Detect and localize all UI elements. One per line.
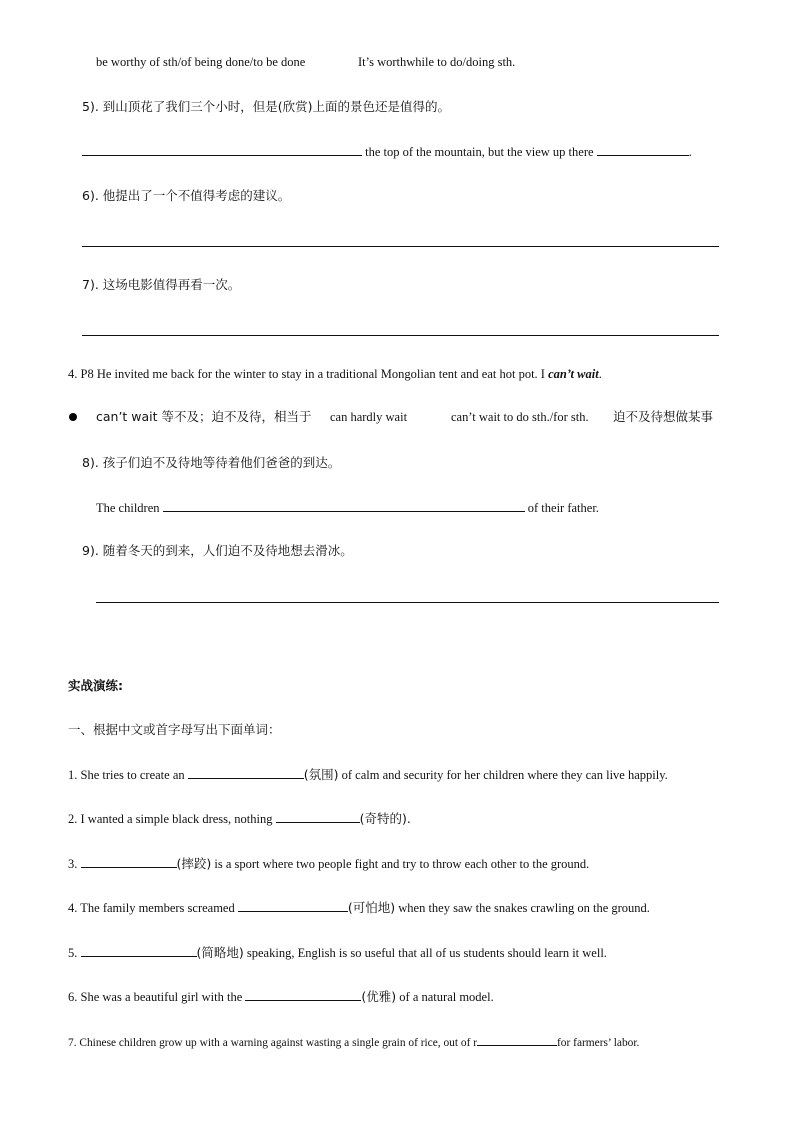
question-9 bbox=[82, 543, 353, 559]
exercise-4 bbox=[68, 899, 650, 916]
answer-line-5 bbox=[82, 143, 692, 160]
exercise-text: 7. Chinese children grow up with a warning against wasting a single grain of rice, out of r bbox=[68, 1037, 478, 1049]
bullet-note-a: can’t wait 等不及；迫不及待，相当于 bbox=[96, 409, 312, 424]
sentence-end: . bbox=[598, 367, 602, 381]
chinese-hint: (奇特的). bbox=[359, 811, 411, 826]
part-title: 一、根据中文或首字母写出下面单词： bbox=[68, 722, 281, 737]
question-number: 6). bbox=[82, 188, 99, 203]
answer-blank[interactable] bbox=[81, 944, 197, 957]
question-chinese: 随着冬天的到来，人们迫不及待地想去滑冰。 bbox=[102, 543, 353, 558]
chinese-hint: (优雅) bbox=[361, 989, 397, 1004]
usage-note-right: It’s worthwhile to do/doing sth. bbox=[358, 55, 516, 69]
exercise-text: is a sport where two people fight and try to throw each other to the ground. bbox=[214, 857, 590, 871]
reference-text: 4. P8 He invited me back for the winter to stay in a traditional Mongolian tent and eat hot pot. I bbox=[68, 367, 549, 381]
exercise-text: 2. I wanted a simple black dress, nothing bbox=[68, 812, 273, 826]
answer-line-9[interactable] bbox=[96, 602, 719, 603]
exercise-3 bbox=[68, 855, 589, 872]
exercise-text: of calm and security for her children where they can live happily. bbox=[341, 768, 668, 782]
question-5 bbox=[82, 99, 450, 115]
chinese-hint: (可怕地) bbox=[347, 900, 396, 915]
question-8 bbox=[82, 455, 340, 471]
exercise-text: speaking, English is so useful that all of us students should learn it well. bbox=[246, 946, 607, 960]
question-7 bbox=[82, 277, 240, 293]
reference-sentence-4 bbox=[68, 366, 602, 382]
answer-line-7[interactable] bbox=[82, 335, 719, 336]
question-number: 8). bbox=[82, 455, 99, 470]
exercise-text: for farmers’ labor. bbox=[557, 1037, 640, 1049]
chinese-hint: (氛围) bbox=[303, 767, 339, 782]
question-chinese: 孩子们迫不及待地等待着他们爸爸的到达。 bbox=[102, 455, 341, 470]
question-chinese: 到山顶花了我们三个小时，但是(欣赏)上面的景色还是值得的。 bbox=[102, 99, 451, 114]
exercise-2 bbox=[68, 810, 411, 827]
chinese-hint: (摔跤) bbox=[176, 856, 212, 871]
answer-blank[interactable] bbox=[238, 899, 348, 912]
exercise-5 bbox=[68, 944, 607, 961]
bullet-note-b: can hardly wait bbox=[330, 410, 408, 424]
answer-line-6[interactable] bbox=[82, 246, 719, 247]
sentence-start: The children bbox=[96, 501, 160, 515]
question-chinese: 这场电影值得再看一次。 bbox=[102, 277, 241, 292]
question-number: 5). bbox=[82, 99, 99, 114]
answer-blank[interactable] bbox=[245, 988, 361, 1001]
exercise-text: of a natural model. bbox=[399, 990, 494, 1004]
answer-blank[interactable] bbox=[188, 766, 304, 779]
exercise-text: 1. She tries to create an bbox=[68, 768, 185, 782]
section-title: 实战演练: bbox=[68, 678, 123, 693]
answer-blank[interactable] bbox=[163, 499, 525, 512]
bullet-note-d: 迫不及待想做某事 bbox=[613, 409, 714, 424]
exercise-number: 5. bbox=[68, 946, 78, 960]
exercise-text: when they saw the snakes crawling on the ground. bbox=[398, 901, 650, 915]
answer-blank[interactable] bbox=[82, 143, 362, 156]
chinese-hint: (简略地) bbox=[196, 945, 244, 960]
sentence-end: of their father. bbox=[527, 501, 599, 515]
question-number: 9). bbox=[82, 543, 99, 558]
exercise-text: 6. She was a beautiful girl with the bbox=[68, 990, 243, 1004]
exercise-1 bbox=[68, 766, 668, 783]
exercise-text: 4. The family members screamed bbox=[68, 901, 235, 915]
sentence-fragment: the top of the mountain, but the view up there bbox=[365, 145, 594, 159]
answer-blank[interactable] bbox=[276, 810, 360, 823]
exercise-6 bbox=[68, 988, 494, 1005]
key-phrase: can’t wait bbox=[548, 367, 599, 381]
exercise-number: 3. bbox=[68, 857, 78, 871]
answer-blank[interactable] bbox=[81, 855, 177, 868]
question-6 bbox=[82, 188, 290, 204]
answer-blank[interactable] bbox=[597, 143, 689, 156]
answer-line-8 bbox=[96, 499, 599, 516]
question-number: 7). bbox=[82, 277, 99, 292]
sentence-end: . bbox=[688, 145, 692, 159]
answer-blank[interactable] bbox=[477, 1033, 557, 1046]
usage-note-left: be worthy of sth/of being done/to be done bbox=[96, 55, 306, 69]
question-chinese: 他提出了一个不值得考虑的建议。 bbox=[102, 188, 291, 203]
bullet-icon bbox=[69, 413, 77, 421]
exercise-7 bbox=[68, 1033, 639, 1051]
bullet-note-c: can’t wait to do sth./for sth. bbox=[451, 410, 589, 424]
